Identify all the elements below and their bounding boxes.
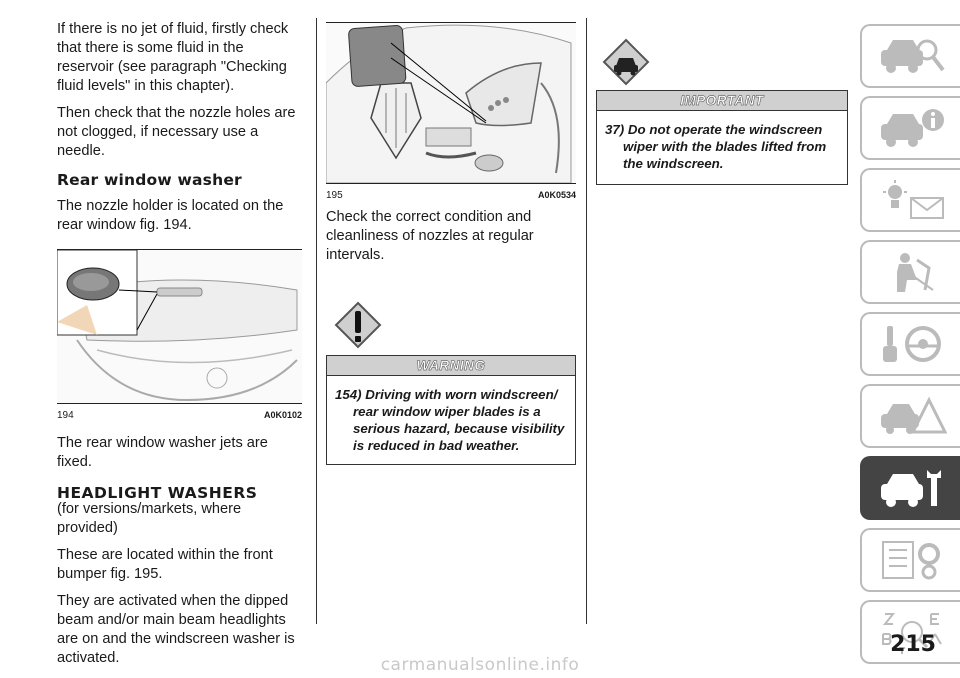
paragraph-located-bumper: These are located within the front bumper fig. 195. <box>57 547 273 582</box>
figure-194-caption <box>57 407 302 421</box>
figure-195-number: 195 <box>326 190 343 201</box>
rear-window-illustration <box>57 250 302 403</box>
paragraph-versions: (for versions/markets, where provided) <box>57 501 242 536</box>
figure-195 <box>326 22 576 201</box>
tab-specs-gear[interactable] <box>860 528 960 592</box>
figure-195-code: A0K0534 <box>537 190 576 200</box>
headlight-washers-heading: HEADLIGHT WASHERS <box>57 484 258 502</box>
warning-box <box>326 376 576 465</box>
important-title-bar <box>596 90 848 111</box>
important-block <box>596 38 848 185</box>
figure-194-number: 194 <box>57 410 74 421</box>
warning-lights-icon <box>877 178 947 222</box>
column-1 <box>57 0 302 676</box>
watermark: carmanualsonline.info <box>380 655 580 675</box>
important-title: IMPORTANT <box>680 93 764 108</box>
tab-car-wrench[interactable] <box>860 456 960 520</box>
warning-text: 154) Driving with worn windscreen/ rear window wiper blades is a serious hazard, because visibility is reduced in bad weather. <box>335 387 565 453</box>
figure-194-code: A0K0102 <box>263 410 302 420</box>
rear-washer-heading: Rear window washer <box>57 171 242 189</box>
figure-195-caption <box>326 187 576 201</box>
warning-exclamation-icon <box>334 301 382 349</box>
figure-194 <box>57 249 302 421</box>
page-number: 215 <box>890 632 936 657</box>
column-3 <box>596 0 848 185</box>
car-breakdown-icon <box>877 394 947 438</box>
key-steering-wheel-icon <box>877 322 947 366</box>
specs-gear-icon <box>877 538 947 582</box>
paragraph-nozzle-holes: Then check that the nozzle holes are not clogged, if necessary use a needle. <box>57 105 296 159</box>
front-bumper-illustration <box>326 23 576 183</box>
important-text: 37) Do not operate the windscreen wiper with the blades lifted from the windscreen. <box>605 122 827 171</box>
tab-key-steering-wheel[interactable] <box>860 312 960 376</box>
car-magnifier-icon <box>877 34 947 78</box>
tab-car-magnifier[interactable] <box>860 24 960 88</box>
column-divider-2 <box>586 18 587 624</box>
warning-title-bar <box>326 355 576 376</box>
chapter-tabs <box>856 24 960 672</box>
tab-car-info[interactable] <box>860 96 960 160</box>
tab-car-breakdown[interactable] <box>860 384 960 448</box>
paragraph-no-jet: If there is no jet of fluid, firstly check that there is some fluid in the reservoir (see paragraph "Checking fluid levels" in this chapter). <box>57 21 289 94</box>
car-info-icon <box>877 106 947 150</box>
column-divider-1 <box>316 18 317 624</box>
tab-warning-lights[interactable] <box>860 168 960 232</box>
paragraph-activated: They are activated when the dipped beam and/or main beam headlights are on and the windscreen washer is activated. <box>57 593 295 666</box>
car-wrench-icon <box>877 466 947 510</box>
tab-airbag-seat[interactable] <box>860 240 960 304</box>
warning-block <box>326 301 576 465</box>
airbag-seat-icon <box>877 250 947 294</box>
paragraph-jets-fixed: The rear window washer jets are fixed. <box>57 435 268 470</box>
warning-title: WARNING <box>416 358 486 373</box>
car-road-icon <box>602 38 650 86</box>
paragraph-nozzle-holder: The nozzle holder is located on the rear window fig. 194. <box>57 198 284 233</box>
important-box <box>596 111 848 185</box>
paragraph-check-nozzles: Check the correct condition and cleanliness of nozzles at regular intervals. <box>326 209 534 263</box>
column-2 <box>326 0 576 465</box>
